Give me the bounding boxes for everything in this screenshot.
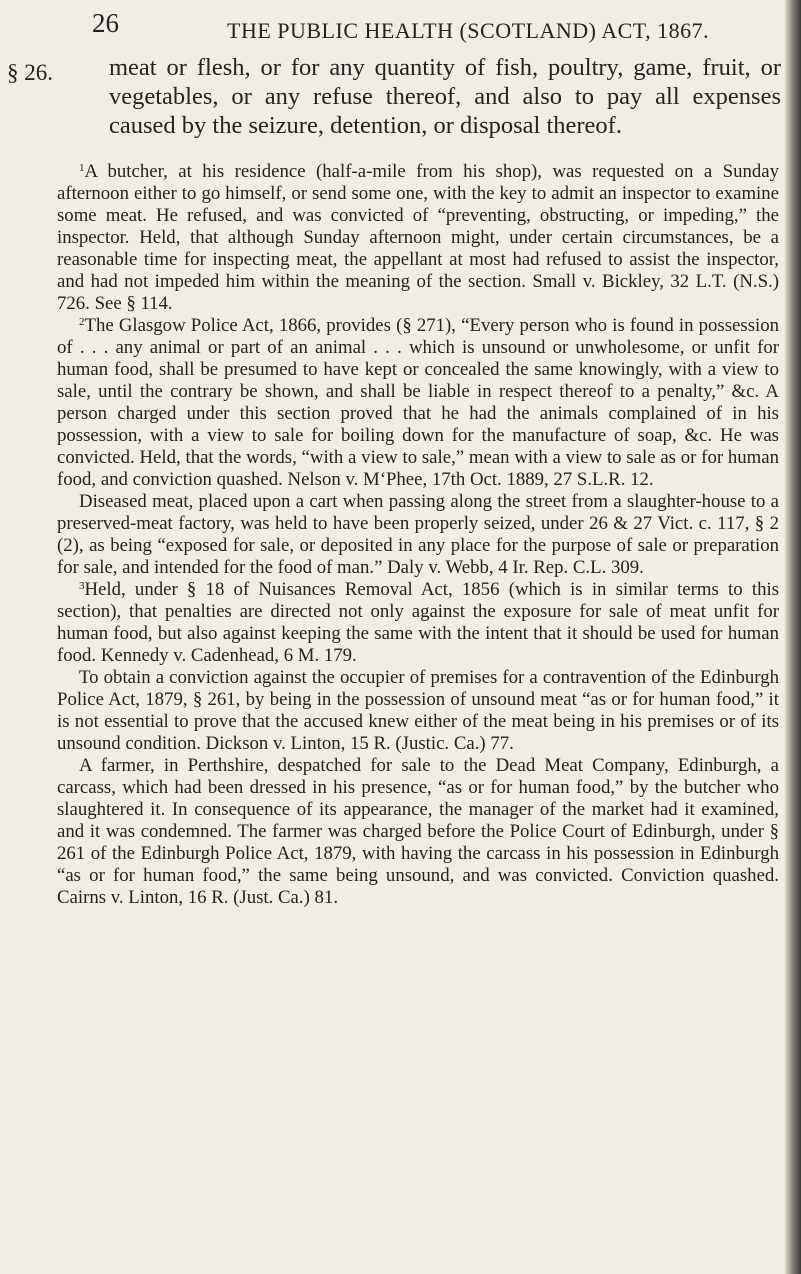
footnote-text: Held, under § 18 of Nuisances Removal Act, 1856 (which is in similar terms to this section), that penalties are directed not only against the exposure for sale of meat unfit for human food, but also against keeping the same with the intent that it should be used for human food. Kennedy v. Cadenhead, 6 M. 179. xyxy=(57,579,779,666)
footnote xyxy=(57,579,779,667)
section-mark: § 26. xyxy=(7,60,53,85)
footnote-text: Diseased meat, placed upon a cart when passing along the street from a slaughter-house to a preserved-meat factory, was held to have been properly seized, under 26 & 27 Vict. c. 117, § 2 (2), as being “exposed for sale, or deposited in any place for the purpose of sale or preparation for sale, and intended for the food of man.” Daly v. Webb, 4 Ir. Rep. C.L. 309. xyxy=(57,491,779,578)
footnote-paragraph xyxy=(57,755,779,909)
footnote-marker: 1 xyxy=(79,162,85,174)
footnote-text: The Glasgow Police Act, 1866, provides (§ 271), “Every person who is found in possession of . . . any animal or part of an animal . . . which is unsound or unwholesome, or unfit for human food, shall be presumed to have kept or concealed the same knowingly, with a view to sale, until the contrary be shown, and shall be liable in respect thereof to a penalty,” &c. A person charged under this section proved that he had the animals complained of in his possession, with a view to sale for boiling down for the manufacture of soap, &c. He was convicted. Held, that the words, “with a view to sale,” mean with a view to sale as or for human food, and conviction quashed. Nelson v. M‘Phee, 17th Oct. 1889, 27 S.L.R. 12. xyxy=(57,315,779,490)
footnote-text: To obtain a conviction against the occupier of premises for a contravention of the Edinburgh Police Act, 1879, § 261, by being in the possession of unsound meat “as or for human food,” it is not essential to prove that the accused knew either of the meat being in his premises or of its unsound condition. Dickson v. Linton, 15 R. (Justic. Ca.) 77. xyxy=(57,667,779,754)
page-number: 26 xyxy=(92,8,119,38)
running-head: THE PUBLIC HEALTH (SCOTLAND) ACT, 1867. xyxy=(227,18,710,43)
footnote-marker: 3 xyxy=(79,580,85,592)
page-edge-shadow xyxy=(785,0,801,1274)
footnote-paragraph xyxy=(57,491,779,579)
footnote-marker: 2 xyxy=(79,316,85,328)
footnote-text: A farmer, in Perthshire, despatched for sale to the Dead Meat Company, Edinburgh, a carcass, which had been dressed in his presence, “as or for human food,” by the butcher who slaughtered it. In consequence of its appearance, the manager of the market had it examined, and it was condemned. The farmer was charged before the Police Court of Edinburgh, under § 261 of the Edinburgh Police Act, 1879, with having the carcass in his possession in Edinburgh “as or for human food,” the same being unsound, and was convicted. Conviction quashed. Cairns v. Linton, 16 R. (Just. Ca.) 81. xyxy=(57,755,779,908)
footnotes xyxy=(57,161,779,909)
footnote xyxy=(57,315,779,491)
main-text: meat or flesh, or for any quantity of fish, poultry, game, fruit, or vegetables, or any refuse thereof, and also to pay all expenses caused by the seizure, detention, or disposal thereof. xyxy=(109,54,781,139)
footnote-paragraph xyxy=(57,667,779,755)
footnote-text: A butcher, at his residence (half-a-mile from his shop), was requested on a Sunday afternoon either to go himself, or send some one, with the key to admit an inspector to examine some meat. He refused, and was convicted of “preventing, obstructing, or impeding,” the inspector. Held, that although Sunday afternoon might, under certain circumstances, be a reasonable time for inspecting meat, the appellant at most had refused to assist the inspector, and had not impeded him within the meaning of the section. Small v. Bickley, 32 L.T. (N.S.) 726. See § 114. xyxy=(57,161,779,314)
footnote xyxy=(57,161,779,315)
